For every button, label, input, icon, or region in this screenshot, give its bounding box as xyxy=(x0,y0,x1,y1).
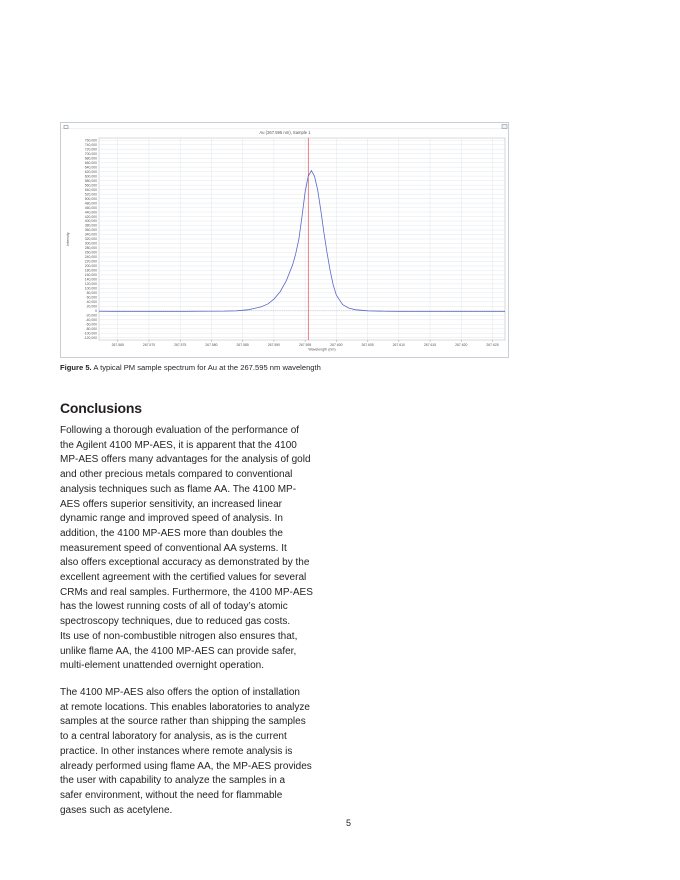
x-tick-label: 267.605 xyxy=(361,343,374,347)
y-tick-label: 460,000 xyxy=(84,205,97,210)
y-tick-label: 20,000 xyxy=(86,304,97,309)
y-tick-label: 700,000 xyxy=(84,151,97,156)
y-tick-label: 640,000 xyxy=(84,165,97,170)
y-tick-label: 560,000 xyxy=(84,183,97,188)
text-line: MP-AES offers many advantages for the analysis of gold xyxy=(60,454,311,466)
text-line: to a central laboratory for analysis, as is the current xyxy=(60,731,287,743)
x-tick-label: 267.625 xyxy=(486,343,499,347)
text-line: samples at the source rather than shipping the samples xyxy=(60,716,306,728)
y-tick-label: 760,000 xyxy=(84,138,97,143)
text-line: The 4100 MP-AES also offers the option of installation xyxy=(60,687,300,698)
y-tick-label: 0 xyxy=(95,309,97,314)
y-tick-label: -120,000 xyxy=(83,335,97,340)
caption-text: A typical PM sample spectrum for Au at the 267.595 nm wavelength xyxy=(91,363,321,372)
y-tick-label: -20,000 xyxy=(85,313,97,318)
chart-icon xyxy=(64,126,68,129)
text-line: Following a thorough evaluation of the performance of xyxy=(60,425,300,436)
x-tick-label: 267.585 xyxy=(236,343,249,347)
y-tick-label: 100,000 xyxy=(84,286,97,291)
y-tick-label: 740,000 xyxy=(84,142,97,147)
text-line: unlike flame AA, the 4100 MP-AES can provide safer, xyxy=(60,645,297,657)
text-line: already performed using flame AA, the MP-AES provides xyxy=(60,760,312,772)
chart-window xyxy=(60,122,509,358)
y-tick-label: 580,000 xyxy=(84,178,97,183)
text-line: at remote locations. This enables laboratories to analyze xyxy=(60,701,310,713)
y-tick-label: 400,000 xyxy=(84,219,97,224)
y-tick-label: 620,000 xyxy=(84,169,97,174)
y-tick-label: 540,000 xyxy=(84,187,97,192)
y-tick-label: 160,000 xyxy=(84,273,97,278)
y-tick-label: 240,000 xyxy=(84,255,97,260)
text-line: the user with capability to analyze the samples in a xyxy=(60,775,286,787)
conclusions-paragraph-1 xyxy=(60,424,336,674)
page-number: 5 xyxy=(346,818,352,828)
caption-label: Figure 5. xyxy=(60,363,92,372)
text-line: the Agilent 4100 MP-AES, it is apparent that the 4100 xyxy=(60,439,297,451)
y-tick-label: 480,000 xyxy=(84,201,97,206)
y-tick-label: -40,000 xyxy=(85,318,97,322)
x-tick-label: 267.580 xyxy=(205,343,218,347)
y-tick-label: 440,000 xyxy=(84,210,97,215)
x-tick-label: 267.570 xyxy=(142,343,156,347)
text-line: has the lowest running costs of all of today’s atomic xyxy=(60,601,288,613)
y-tick-label: 180,000 xyxy=(84,268,97,273)
text-line: and other precious metals compared to conventional xyxy=(60,469,293,481)
y-tick-label: 680,000 xyxy=(84,156,97,161)
text-line: dynamic range and improved speed of analysis. In xyxy=(60,513,283,525)
y-tick-label: 80,000 xyxy=(86,291,97,296)
x-tick-label: 267.595 xyxy=(298,343,312,347)
text-line: also offers exceptional accuracy as demonstrated by the xyxy=(60,557,310,569)
y-tick-label: -60,000 xyxy=(85,322,97,327)
section-heading: Conclusions xyxy=(60,400,142,416)
x-tick-label: 267.575 xyxy=(174,343,187,347)
y-tick-label: 360,000 xyxy=(84,228,97,233)
y-tick-label: 60,000 xyxy=(86,295,97,300)
x-tick-label: 267.620 xyxy=(455,343,468,347)
y-tick-label: 140,000 xyxy=(84,277,97,282)
y-tick-label: -80,000 xyxy=(85,326,97,331)
y-tick-label: 600,000 xyxy=(84,174,97,179)
y-tick-label: 280,000 xyxy=(84,246,97,251)
y-tick-label: 260,000 xyxy=(84,250,97,255)
text-line: analysis techniques such as flame AA. The 4100 MP- xyxy=(60,483,297,495)
x-axis-label: Wavelength (nm) xyxy=(308,347,336,352)
y-tick-label: 220,000 xyxy=(84,259,97,264)
conclusions-paragraph-2 xyxy=(60,686,336,818)
text-line: multi-element unattended overnight operation. xyxy=(60,660,265,672)
text-line: measurement speed of conventional AA systems. It xyxy=(60,542,287,554)
spectrum-chart xyxy=(61,123,510,359)
y-tick-label: 500,000 xyxy=(84,196,97,201)
text-line: CRMs and real samples. Furthermore, the 4100 MP-AES xyxy=(60,586,313,598)
chart-title: Au (267.595 nm), Sample 1 xyxy=(259,130,311,135)
text-line: practice. In other instances where remote analysis is xyxy=(60,745,293,757)
y-tick-label: -100,000 xyxy=(83,331,97,336)
text-line: gases such as acetylene. xyxy=(60,804,173,816)
text-line: addition, the 4100 MP-AES more than doubles the xyxy=(60,527,283,539)
y-tick-label: 340,000 xyxy=(84,232,97,237)
text-line: safer environment, without the need for flammable xyxy=(60,789,283,801)
y-tick-label: 380,000 xyxy=(84,223,97,228)
y-tick-label: 720,000 xyxy=(84,147,97,152)
text-line: spectroscopy techniques, due to reduced gas costs. xyxy=(60,616,291,628)
y-tick-label: 320,000 xyxy=(84,237,97,242)
x-tick-label: 267.590 xyxy=(267,343,281,347)
maximize-icon xyxy=(502,125,507,129)
x-tick-label: 267.615 xyxy=(423,343,437,347)
x-tick-label: 267.610 xyxy=(392,343,405,347)
spectrum-figure xyxy=(60,122,509,358)
text-line: AES offers superior sensitivity, an increased linear xyxy=(60,498,282,510)
y-tick-label: 660,000 xyxy=(84,160,97,165)
y-tick-label: 120,000 xyxy=(84,282,97,287)
y-tick-label: 200,000 xyxy=(84,264,97,269)
y-tick-label: 300,000 xyxy=(84,241,97,246)
y-axis-label: Intensity xyxy=(66,232,70,246)
y-tick-label: 40,000 xyxy=(86,300,97,305)
x-tick-label: 267.565 xyxy=(111,343,124,347)
y-tick-label: 520,000 xyxy=(84,192,97,197)
x-tick-label: 267.600 xyxy=(330,343,343,347)
text-line: Its use of non-combustible nitrogen also ensures that, xyxy=(60,630,298,642)
figure-caption xyxy=(60,363,321,372)
text-line: excellent agreement with the certified values for several xyxy=(60,572,307,584)
y-tick-label: 420,000 xyxy=(84,214,97,219)
